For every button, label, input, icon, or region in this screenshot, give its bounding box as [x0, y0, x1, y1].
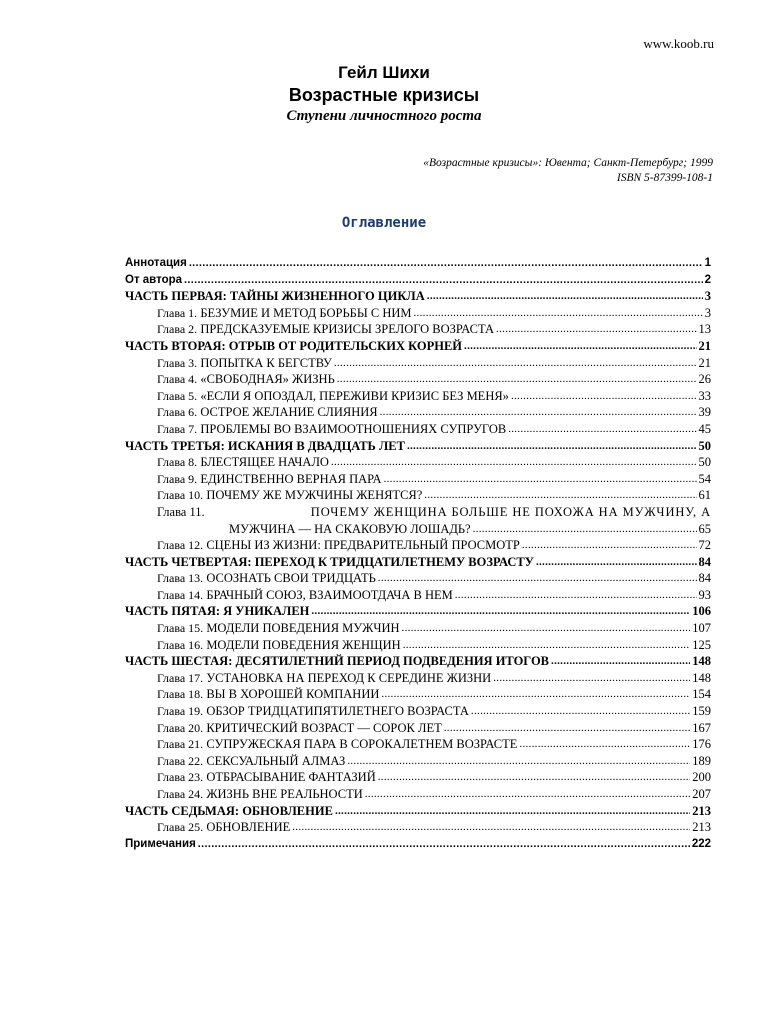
toc-chapter-1[interactable] — [125, 305, 711, 322]
toc-entry-page: 50 — [698, 455, 711, 470]
toc-chapter-5[interactable] — [125, 388, 711, 405]
chapter-title: ЖИЗНЬ ВНЕ РЕАЛЬНОСТИ — [206, 787, 363, 801]
toc-chapter-24[interactable] — [125, 786, 711, 803]
dot-leader — [522, 537, 697, 554]
toc-entry-page: 106 — [692, 604, 711, 619]
toc-entry-label: ЧАСТЬ ВТОРАЯ: ОТРЫВ ОТ РОДИТЕЛЬСКИХ КОРНЕЙ — [125, 338, 463, 353]
chapter-prefix: Глава 8. — [157, 455, 198, 470]
chapter-prefix: Глава 11. — [157, 504, 205, 519]
toc-entry-label — [157, 471, 382, 488]
toc-entry-page: 84 — [698, 571, 711, 586]
toc-entry-label — [157, 703, 469, 720]
dot-leader — [378, 769, 691, 786]
toc-entry-page: 21 — [698, 338, 711, 353]
toc-entry-page: 54 — [698, 471, 711, 486]
dot-leader — [335, 803, 690, 820]
dot-leader — [427, 288, 703, 305]
dot-leader — [198, 836, 690, 853]
toc-entry-page: 222 — [691, 837, 711, 850]
toc-entry-label — [157, 355, 332, 372]
chapter-prefix: Глава 20. — [157, 720, 204, 735]
dot-leader — [334, 355, 697, 372]
publication-info — [423, 156, 713, 186]
toc-entry-page: 93 — [698, 587, 711, 602]
toc-entry-label — [157, 454, 329, 471]
chapter-title: ОБНОВЛЕНИЕ — [206, 820, 291, 835]
dot-leader — [403, 637, 691, 654]
dot-leader — [380, 404, 697, 421]
toc-chapter-20[interactable] — [125, 720, 711, 737]
chapter-title: «ЕСЛИ Я ОПОЗДАЛ, ПЕРЕЖИВИ КРИЗИС БЕЗ МЕНЯ» — [200, 388, 509, 403]
dot-leader — [331, 454, 697, 471]
toc-entry-page: 176 — [692, 737, 711, 752]
toc-entry-page: 33 — [698, 388, 711, 403]
book-title: Возрастные кризисы — [288, 85, 480, 105]
toc-entry-page: 3 — [704, 289, 711, 304]
toc-chapter-3[interactable] — [125, 355, 711, 372]
chapter-title: ЕДИНСТВЕННО ВЕРНАЯ ПАРА — [200, 471, 382, 486]
toc-entry-page: 213 — [692, 820, 711, 835]
dot-leader — [444, 720, 691, 737]
chapter-title: БЕЗУМИЕ И МЕТОД БОРЬБЫ С НИМ — [200, 305, 412, 320]
toc-entry-label — [157, 587, 453, 604]
dot-leader — [493, 670, 690, 687]
toc-part-7[interactable] — [125, 803, 711, 820]
chapter-prefix: Глава 17. — [157, 670, 204, 685]
chapter-prefix: Глава 23. — [157, 770, 204, 785]
dot-leader — [471, 703, 690, 720]
toc-chapter-15[interactable] — [125, 620, 711, 637]
toc-entry-page: 1 — [704, 257, 711, 269]
dot-leader — [184, 272, 703, 289]
toc-entry-label: Примечания — [125, 837, 196, 850]
dot-leader — [381, 686, 690, 703]
toc-entry-label — [157, 620, 400, 637]
toc-entry-label — [157, 537, 520, 554]
toc-entry-annotation[interactable] — [125, 255, 711, 272]
chapter-prefix: Глава 9. — [157, 471, 198, 486]
toc-chapter-11[interactable] — [125, 504, 711, 537]
chapter-prefix: Глава 2. — [157, 322, 198, 337]
toc-entry-label: Аннотация — [125, 257, 187, 269]
toc-chapter-14[interactable] — [125, 587, 711, 604]
toc-entry-label — [157, 769, 376, 786]
chapter-title: СЕКСУАЛЬНЫЙ АЛМАЗ — [206, 753, 346, 768]
toc-entry-page: 189 — [692, 753, 711, 768]
toc-entry-label: ЧАСТЬ ЧЕТВЕРТАЯ: ПЕРЕХОД К ТРИДЦАТИЛЕТНЕМУ ВОЗРАСТУ — [125, 554, 534, 569]
isbn-line: ISBN 5-87399-108-1 — [616, 172, 713, 184]
toc-entry-page: 154 — [692, 687, 711, 702]
chapter-title: ПОПЫТКА К БЕГСТВУ — [200, 355, 332, 370]
toc-chapter-21[interactable] — [125, 736, 711, 753]
chapter-prefix: Глава 5. — [157, 388, 198, 403]
toc-entry-label — [157, 570, 376, 587]
toc-entry-page: 21 — [698, 355, 711, 370]
chapter-prefix: Глава 4. — [157, 372, 198, 387]
toc-chapter-18[interactable] — [125, 686, 711, 703]
chapter-prefix: Глава 15. — [157, 621, 204, 636]
toc-entry-page: 213 — [692, 803, 711, 818]
chapter-title: ОТБРАСЫВАНИЕ ФАНТАЗИЙ — [206, 770, 376, 785]
chapter-title: СЦЕНЫ ИЗ ЖИЗНИ: ПРЕДВАРИТЕЛЬНЫЙ ПРОСМОТР — [206, 538, 520, 553]
chapter-title: УСТАНОВКА НА ПЕРЕХОД К СЕРЕДИНЕ ЖИЗНИ — [206, 670, 492, 685]
chapter-title-line1 — [157, 504, 711, 521]
toc-chapter-16[interactable] — [125, 637, 711, 654]
chapter-title: ПОЧЕМУ ЖЕНЩИНА БОЛЬШЕ НЕ ПОХОЖА НА МУЖЧИНУ, А — [310, 504, 711, 519]
dot-leader — [347, 753, 690, 770]
chapter-title: ОСТРОЕ ЖЕЛАНИЕ СЛИЯНИЯ — [200, 405, 378, 420]
toc-chapter-19[interactable] — [125, 703, 711, 720]
dot-leader — [496, 321, 696, 338]
chapter-prefix: Глава 6. — [157, 405, 198, 420]
toc-entry-label: ЧАСТЬ ПЕРВАЯ: ТАЙНЫ ЖИЗНЕННОГО ЦИКЛА — [125, 289, 425, 304]
toc-entry-page: 167 — [692, 720, 711, 735]
toc-entry-label: ЧАСТЬ ПЯТАЯ: Я УНИКАЛЕН — [125, 604, 310, 619]
toc-entry-page: 125 — [692, 637, 711, 652]
toc-chapter-17[interactable] — [125, 670, 711, 687]
dot-leader — [414, 305, 703, 322]
toc-entry-label: ЧАСТЬ СЕДЬМАЯ: ОБНОВЛЕНИЕ — [125, 803, 333, 818]
toc-chapter-7[interactable] — [125, 421, 711, 438]
chapter-prefix: Глава 22. — [157, 753, 204, 768]
chapter-title: СУПРУЖЕСКАЯ ПАРА В СОРОКАЛЕТНЕМ ВОЗРАСТЕ — [206, 737, 518, 752]
toc-entry-page: 107 — [692, 621, 711, 636]
dot-leader — [519, 736, 690, 753]
toc-chapter-22[interactable] — [125, 753, 711, 770]
toc-part-4[interactable] — [125, 554, 711, 571]
dot-leader — [536, 554, 697, 571]
toc-entry-page: 26 — [698, 372, 711, 387]
toc-entry-page: 65 — [698, 521, 711, 536]
dot-leader — [508, 421, 696, 438]
chapter-title: «СВОБОДНАЯ» ЖИЗНЬ — [200, 372, 335, 387]
toc-entry-label — [157, 670, 491, 687]
toc-entry-label — [157, 736, 517, 753]
dot-leader — [292, 819, 690, 836]
toc-chapter-10[interactable] — [125, 487, 711, 504]
toc-entry-from-author[interactable] — [125, 272, 711, 289]
chapter-prefix: Глава 19. — [157, 704, 204, 719]
dot-leader — [464, 338, 696, 355]
toc-part-2[interactable] — [125, 338, 711, 355]
toc-entry-label — [157, 686, 379, 703]
dot-leader — [402, 620, 691, 637]
toc-entry-label: ЧАСТЬ ШЕСТАЯ: ДЕСЯТИЛЕТНИЙ ПЕРИОД ПОДВЕДЕНИЯ ИТОГОВ — [125, 654, 550, 669]
publication-line: «Возрастные кризисы»: Ювента; Санкт-Петербург; 1999 — [423, 157, 713, 169]
toc-entry-label — [157, 637, 401, 654]
dot-leader — [511, 388, 697, 405]
chapter-title: ПРЕДСКАЗУЕМЫЕ КРИЗИСЫ ЗРЕЛОГО ВОЗРАСТА — [200, 322, 495, 337]
toc-entry-page: 159 — [692, 704, 711, 719]
toc-entry-page: 207 — [692, 787, 711, 801]
chapter-prefix: Глава 14. — [157, 587, 204, 602]
toc-heading: Оглавление — [341, 215, 427, 231]
dot-leader — [365, 786, 691, 803]
chapter-title: ОБЗОР ТРИДЦАТИПЯТИЛЕТНЕГО ВОЗРАСТА — [206, 704, 469, 719]
chapter-prefix: Глава 10. — [157, 488, 204, 503]
toc-entry-page: 3 — [704, 305, 711, 320]
chapter-prefix: Глава 25. — [157, 820, 204, 835]
dot-leader — [337, 371, 697, 388]
dot-leader — [551, 653, 690, 670]
toc-part-3[interactable] — [125, 438, 711, 455]
toc-entry-page: 50 — [698, 438, 711, 453]
chapter-title: ВЫ В ХОРОШЕЙ КОМПАНИИ — [206, 687, 380, 702]
toc-chapter-8[interactable] — [125, 454, 711, 471]
toc-part-5[interactable] — [125, 603, 711, 620]
toc-part-6[interactable] — [125, 653, 711, 670]
toc-entry-page: 148 — [692, 670, 711, 685]
site-link[interactable]: www.koob.ru — [643, 36, 714, 51]
chapter-prefix: Глава 13. — [157, 571, 204, 586]
toc-chapter-25[interactable] — [125, 819, 711, 836]
toc-entry-label: ЧАСТЬ ТРЕТЬЯ: ИСКАНИЯ В ДВАДЦАТЬ ЛЕТ — [125, 438, 405, 453]
toc-entry-label — [157, 371, 335, 388]
toc-entry-page: 84 — [698, 554, 711, 569]
chapter-prefix: Глава 24. — [157, 787, 204, 801]
toc-entry-page: 200 — [692, 770, 711, 785]
toc-chapter-23[interactable] — [125, 769, 711, 786]
dot-leader — [407, 438, 697, 455]
dot-leader — [384, 471, 697, 488]
chapter-prefix: Глава 18. — [157, 687, 204, 702]
toc-entry-label — [157, 305, 412, 322]
toc-chapter-2[interactable] — [125, 321, 711, 338]
toc-chapter-13[interactable] — [125, 570, 711, 587]
toc-entry-label — [157, 753, 345, 770]
dot-leader — [473, 521, 697, 538]
toc-entry-label — [157, 819, 290, 836]
chapter-prefix: Глава 3. — [157, 355, 198, 370]
toc-entry-label — [157, 720, 442, 737]
toc-chapter-9[interactable] — [125, 471, 711, 488]
toc-entry-page: 45 — [698, 421, 711, 436]
toc-entry-page: 72 — [698, 538, 711, 553]
toc-part-1[interactable] — [125, 288, 711, 305]
table-of-contents — [125, 255, 711, 852]
chapter-title: МОДЕЛИ ПОВЕДЕНИЯ ЖЕНЩИН — [206, 637, 401, 652]
toc-entry-label — [157, 786, 363, 803]
toc-entry-label — [157, 321, 494, 338]
chapter-title: МОДЕЛИ ПОВЕДЕНИЯ МУЖЧИН — [206, 621, 400, 636]
chapter-title: КРИТИЧЕСКИЙ ВОЗРАСТ — СОРОК ЛЕТ — [206, 720, 442, 735]
chapter-prefix: Глава 7. — [157, 421, 198, 436]
chapter-title: ПРОБЛЕМЫ ВО ВЗАИМООТНОШЕНИЯХ СУПРУГОВ — [200, 421, 507, 436]
toc-entry-page: 13 — [698, 322, 711, 337]
toc-entry-page: 39 — [698, 405, 711, 420]
toc-entry-label — [157, 388, 509, 405]
chapter-prefix: Глава 12. — [157, 538, 204, 553]
dot-leader — [455, 587, 697, 604]
toc-entry-page: 148 — [692, 654, 711, 669]
dot-leader — [189, 255, 703, 272]
dot-leader — [424, 487, 696, 504]
toc-entry-page: 61 — [698, 488, 711, 503]
chapter-title-line2 — [157, 521, 711, 538]
book-subtitle: Ступени личностного роста — [286, 108, 482, 124]
toc-entry-label: От автора — [125, 273, 183, 286]
dot-leader — [311, 603, 690, 620]
toc-chapter-12[interactable] — [125, 537, 711, 554]
chapter-title: БРАЧНЫЙ СОЮЗ, ВЗАИМООТДАЧА В НЕМ — [206, 587, 453, 602]
chapter-title-cont: МУЖЧИНА — НА СКАКОВУЮ ЛОШАДЬ? — [229, 521, 471, 536]
toc-chapter-6[interactable] — [125, 404, 711, 421]
toc-entry-label — [157, 487, 422, 504]
toc-entry-label — [157, 421, 506, 438]
chapter-title: БЛЕСТЯЩЕЕ НАЧАЛО — [200, 455, 329, 470]
toc-entry-page: 2 — [704, 273, 711, 286]
chapter-title: ПОЧЕМУ ЖЕ МУЖЧИНЫ ЖЕНЯТСЯ? — [206, 488, 423, 503]
toc-chapter-4[interactable] — [125, 371, 711, 388]
author-name: Гейл Шихи — [338, 63, 430, 82]
chapter-prefix: Глава 16. — [157, 637, 204, 652]
dot-leader — [378, 570, 697, 587]
toc-entry-notes[interactable] — [125, 836, 711, 853]
chapter-prefix: Глава 1. — [157, 305, 198, 320]
chapter-prefix: Глава 21. — [157, 737, 204, 752]
toc-entry-label — [157, 404, 378, 421]
chapter-title: ОСОЗНАТЬ СВОИ ТРИДЦАТЬ — [206, 571, 376, 586]
